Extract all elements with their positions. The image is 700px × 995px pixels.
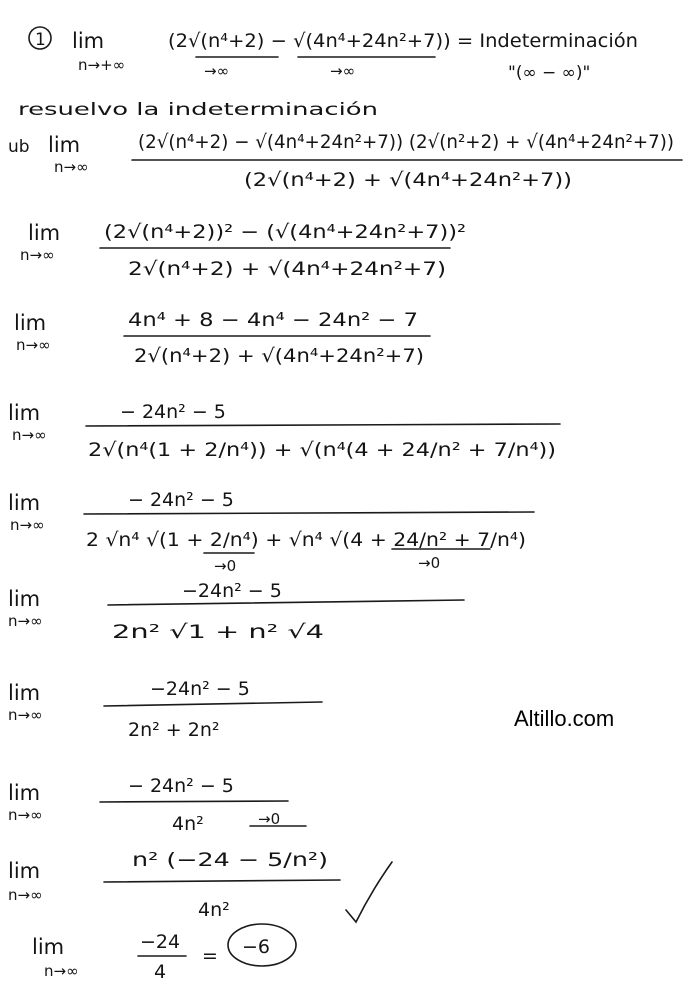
resolve-note: resuelvo la indeterminación — [18, 100, 378, 120]
watermark-brand: Altillo.com — [514, 706, 615, 731]
step-8-lim: lim — [8, 781, 41, 805]
step-8-numerator: − 24n² − 5 — [128, 775, 234, 797]
step-4-denominator: 2√(n⁴(1 + 2/n⁴)) + √(n⁴(4 + 24/n² + 7/n⁴)) — [88, 439, 556, 461]
step-9-lim: lim — [8, 859, 41, 883]
step-7-sub: n→∞ — [8, 706, 43, 724]
step-6-fraction-bar — [108, 600, 464, 605]
step-8-tends-zero: →0 — [258, 810, 281, 828]
step-1 — [8, 131, 682, 191]
step-5-lim: lim — [8, 491, 41, 515]
tends-infinity-left: →∞ — [204, 62, 230, 80]
step-10-numerator: −24 — [140, 931, 181, 953]
step-6-numerator: −24n² − 5 — [182, 580, 282, 602]
step-3-numerator: 4n⁴ + 8 − 4n⁴ − 24n² − 7 — [128, 309, 418, 331]
step-3-sub: n→∞ — [16, 336, 51, 354]
step-4-numerator: − 24n² − 5 — [120, 401, 226, 423]
step-2 — [20, 221, 466, 280]
step-4 — [8, 401, 560, 461]
step-2-denominator: 2√(n⁴+2) + √(4n⁴+24n²+7) — [128, 258, 446, 280]
step-8-denominator: 4n² — [172, 813, 204, 835]
step-1-prefix: ub — [8, 137, 30, 157]
step-7-fraction-bar — [104, 702, 322, 706]
step-10-lim: lim — [32, 935, 65, 959]
check-mark — [346, 862, 392, 922]
step-6-lim: lim — [8, 587, 41, 611]
step-1-denominator: (2√(n⁴+2) + √(4n⁴+24n²+7)) — [244, 169, 572, 191]
final-result: −6 — [242, 936, 271, 958]
step-6-denominator: 2n² √1 + n² √4 — [112, 621, 324, 643]
step-9-numerator: n² (−24 − 5/n²) — [132, 849, 328, 871]
step-5-denominator: 2 √n⁴ √(1 + 2/n⁴) + √n⁴ √(4 + 24/n² + 7/n⁴) — [86, 529, 526, 551]
step-5-sub: n→∞ — [10, 516, 45, 534]
step-9-denominator: 4n² — [198, 899, 230, 921]
step-2-lim: lim — [28, 221, 61, 245]
step-5-fraction-bar — [84, 512, 534, 514]
step-8-fraction-bar — [100, 801, 288, 802]
step-4-fraction-bar — [86, 424, 560, 426]
limit-subscript: n→+∞ — [78, 56, 126, 74]
step-9-sub: n→∞ — [8, 886, 43, 904]
step-8-sub: n→∞ — [8, 806, 43, 824]
indeterminate-form: "(∞ − ∞)" — [508, 63, 591, 83]
step-9-fraction-bar — [104, 880, 340, 882]
step-3-lim: lim — [14, 311, 47, 335]
step-3-denominator: 2√(n⁴+2) + √(4n⁴+24n²+7) — [134, 345, 424, 367]
step-7-lim: lim — [8, 681, 41, 705]
step-9 — [8, 849, 340, 921]
step-8 — [8, 775, 306, 835]
step-1-sub: n→∞ — [54, 158, 89, 176]
step-1-lim: lim — [48, 133, 81, 157]
step-3 — [14, 309, 430, 367]
step-6-sub: n→∞ — [8, 612, 43, 630]
step-10-sub: n→∞ — [44, 962, 79, 980]
step-5-numerator: − 24n² − 5 — [128, 489, 234, 511]
step-10 — [32, 924, 296, 983]
step-7 — [8, 678, 322, 741]
step-10-equals: = — [202, 945, 218, 967]
problem-header — [29, 27, 638, 83]
step-7-numerator: −24n² − 5 — [150, 678, 250, 700]
tends-infinity-right: →∞ — [330, 62, 356, 80]
initial-expression: (2√(n⁴+2) − √(4n⁴+24n²+7)) = Indeterminación — [168, 30, 638, 52]
step-6 — [8, 580, 464, 643]
step-7-denominator: 2n² + 2n² — [128, 719, 220, 741]
step-5-tends-zero-b: →0 — [418, 554, 441, 572]
step-4-lim: lim — [8, 401, 41, 425]
step-2-numerator: (2√(n⁴+2))² − (√(4n⁴+24n²+7))² — [104, 221, 466, 243]
step-4-sub: n→∞ — [12, 426, 47, 444]
limit-word: lim — [72, 29, 105, 53]
step-5-tends-zero-a: →0 — [214, 557, 237, 575]
problem-number: 1 — [35, 30, 46, 50]
step-5 — [8, 489, 534, 575]
step-1-numerator: (2√(n⁴+2) − √(4n⁴+24n²+7)) (2√(n²+2) + √(4n⁴+24n²+7)) — [138, 131, 674, 153]
step-2-sub: n→∞ — [20, 246, 55, 264]
step-10-denominator: 4 — [154, 961, 167, 983]
